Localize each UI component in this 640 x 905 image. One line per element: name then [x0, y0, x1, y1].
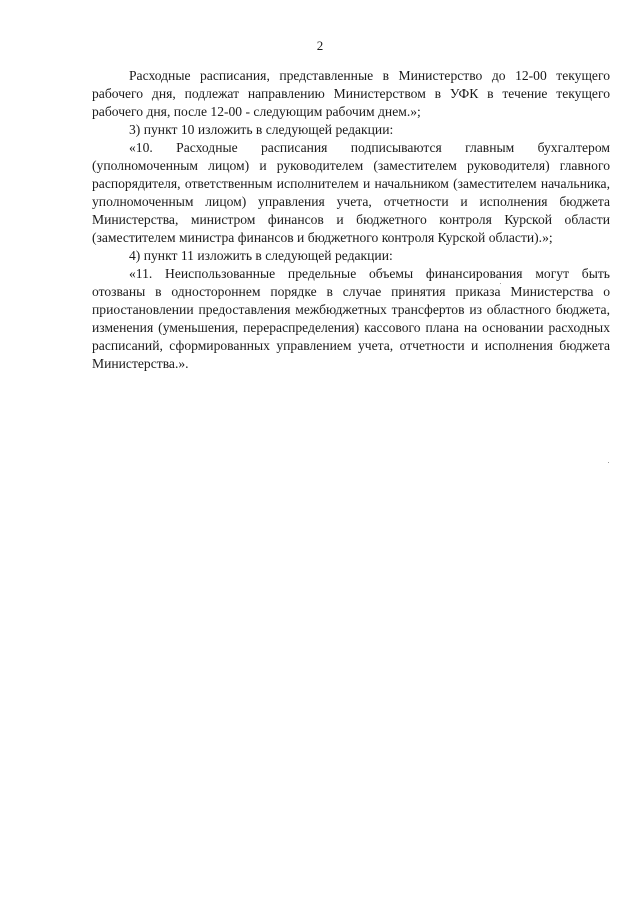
paragraph-item-4-intro: 4) пункт 11 изложить в следующей редакции: — [129, 248, 393, 263]
paragraph-item-10-text: «10. Расходные расписания подписываются главным бухгалтером (уполномоченным лицом) и руководителем (заместителем руководителя) главного распорядителя, ответственным исполнителем и начальником (заместителем начальника, уполномоченным лицом) управления учета, отчетности и исполнения бюджета Министерства, министром финансов и бюджетного контроля Курской области (заместителем министра финансов и бюджетного контроля Курской области).»; — [92, 140, 610, 245]
paragraph-item-3-intro: 3) пункт 10 изложить в следующей редакции: — [129, 122, 394, 137]
scan-speck — [608, 462, 609, 463]
paragraph-schedules-deadline: Расходные расписания, представленные в Министерство до 12-00 текущего рабочего дня, подлежат направлению Министерством в УФК в течение текущего рабочего дня, после 12-00 - следующим рабочим днем.»; — [92, 68, 610, 119]
paragraph-item-11-text: «11. Неиспользованные предельные объемы финансирования могут быть отозваны в одностороннем порядке в случае принятия приказа Министерства о приостановлении предоставления межбюджетных трансфертов из областного бюджета, изменения (уменьшения, перераспределения) кассового плана на основании расходных расписаний, сформированных управлением учета, отчетности и исполнения бюджета Министерства.». — [92, 266, 610, 371]
page-number: 2 — [316, 38, 324, 53]
scan-speck — [500, 283, 501, 284]
document-body — [92, 67, 610, 373]
